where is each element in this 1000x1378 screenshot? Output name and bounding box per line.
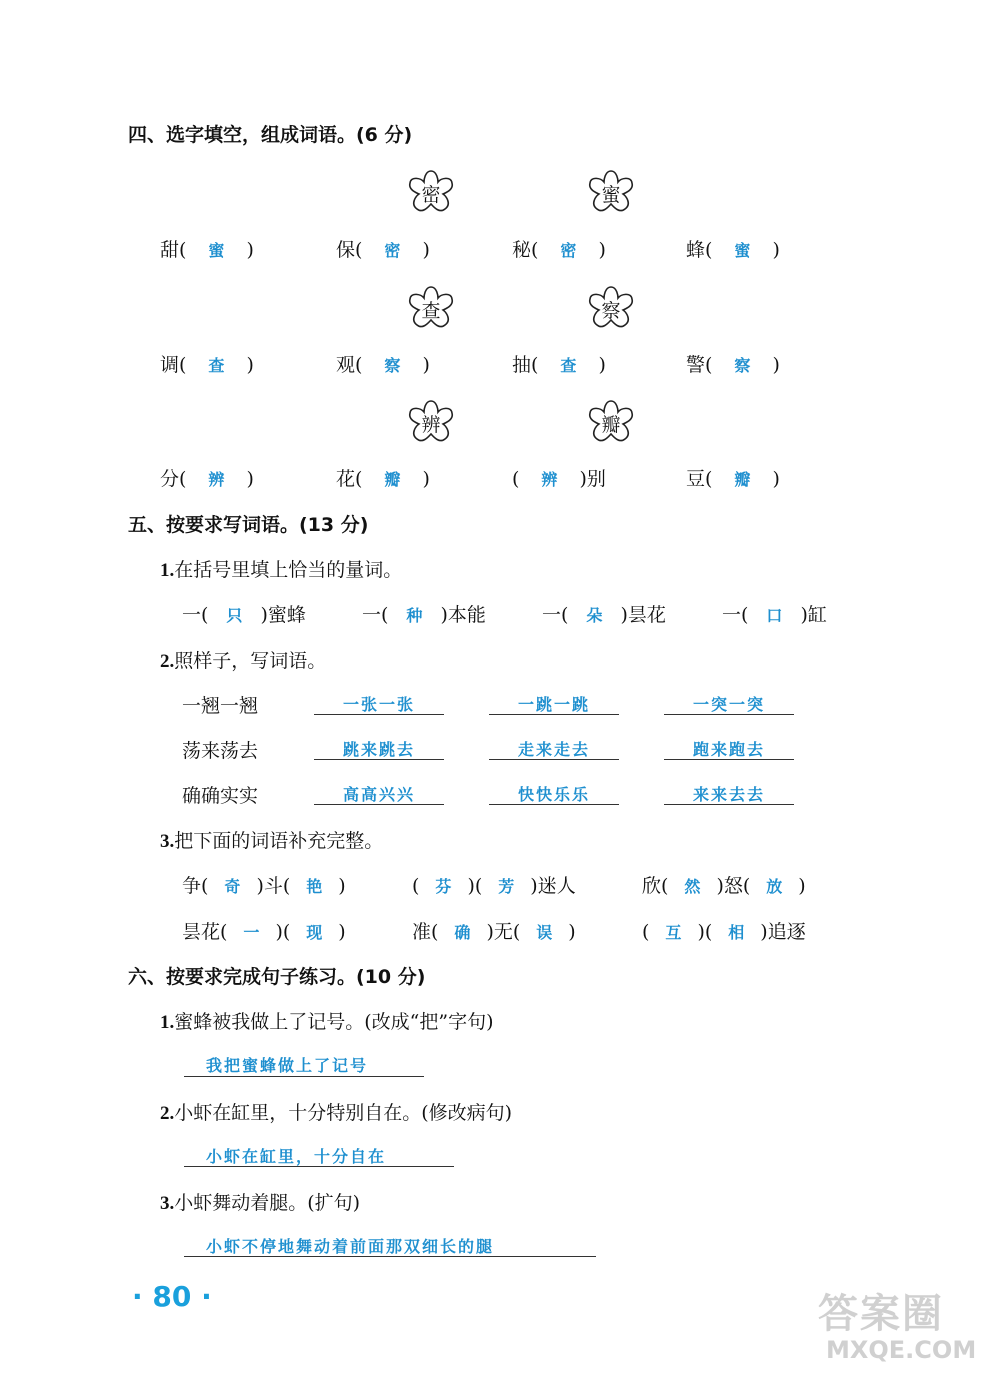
section5-title: 五、按要求写词语。(13 分) (128, 514, 369, 536)
answer-line (314, 714, 444, 715)
page-number: · 80 · (132, 1280, 212, 1313)
flower-char: 查 (421, 300, 441, 322)
fill-item: 观( 察 ) (336, 354, 430, 376)
section6-title: 六、按要求完成句子练习。(10 分) (128, 966, 426, 988)
fill-item: 豆( 瓣 ) (686, 468, 780, 490)
fill-item: 调( 查 ) (160, 354, 254, 376)
flower-badge (406, 284, 456, 334)
fill-item: 抽( 查 ) (512, 354, 606, 376)
watermark-logo: 答案圈 (818, 1291, 944, 1337)
fill-item: 花( 瓣 ) (336, 468, 430, 490)
measure-word-item: 一( 口 )缸 (722, 604, 827, 626)
answer-line (314, 804, 444, 805)
flower-char: 密 (421, 184, 441, 206)
question-1: 1.在括号里填上恰当的量词。 (160, 559, 403, 581)
question-2: 2.照样子，写词语。 (160, 650, 327, 672)
answer-line (664, 804, 794, 805)
flower-char: 蜜 (601, 184, 621, 206)
flower-char: 辨 (421, 414, 441, 436)
idiom-item: 欣( 然 )怒( 放 ) (642, 875, 806, 897)
idiom-item: ( 互 )( 相 )追逐 (642, 921, 806, 943)
sentence-answer: 小虾不停地舞动着前面那双细长的腿 (206, 1237, 495, 1256)
answer-word: 一跳一跳 (517, 695, 590, 714)
answer-word: 一突一突 (692, 695, 765, 714)
flower-badge (406, 398, 456, 448)
flower-badge (406, 168, 456, 218)
idiom-item: 准( 确 )无( 误 ) (412, 921, 576, 943)
answer-line (184, 1256, 596, 1257)
example-word: 荡来荡去 (182, 740, 259, 762)
flower-char: 瓣 (601, 414, 621, 436)
measure-word-item: 一( 种 )本能 (362, 604, 486, 626)
flower-badge (586, 284, 636, 334)
measure-word-item: 一( 朵 )昙花 (542, 604, 666, 626)
fill-item: ( 辨 )别 (512, 468, 606, 490)
section4-title: 四、选字填空，组成词语。(6 分) (128, 124, 413, 146)
answer-word: 快快乐乐 (517, 785, 590, 804)
idiom-item: 昙花( 一 )( 现 ) (182, 921, 346, 943)
answer-word: 一张一张 (342, 695, 415, 714)
measure-word-item: 一( 只 )蜜蜂 (182, 604, 306, 626)
flower-badge (586, 168, 636, 218)
answer-line (184, 1166, 454, 1167)
sentence-answer: 我把蜜蜂做上了记号 (206, 1056, 369, 1075)
answer-word: 走来走去 (517, 740, 590, 759)
example-word: 一翘一翘 (182, 695, 259, 717)
answer-line (489, 759, 619, 760)
idiom-item: 争( 奇 )斗( 艳 ) (182, 875, 346, 897)
answer-word: 跑来跑去 (692, 740, 765, 759)
answer-word: 跳来跳去 (342, 740, 415, 759)
answer-line (489, 714, 619, 715)
sentence-question-1: 1.蜜蜂被我做上了记号。(改成“把”字句) (160, 1011, 494, 1033)
fill-item: 甜( 蜜 ) (160, 239, 254, 261)
flower-badge (586, 398, 636, 448)
fill-item: 警( 察 ) (686, 354, 780, 376)
flower-char: 察 (601, 300, 621, 322)
answer-line (664, 714, 794, 715)
fill-item: 分( 辨 ) (160, 468, 254, 490)
answer-word: 高高兴兴 (342, 785, 415, 804)
watermark-url: MXQE.COM (826, 1336, 977, 1364)
sentence-question-2: 2.小虾在缸里，十分特别自在。(修改病句) (160, 1102, 513, 1124)
answer-word: 来来去去 (692, 785, 765, 804)
fill-item: 蜂( 蜜 ) (686, 239, 780, 261)
sentence-answer: 小虾在缸里，十分自在 (206, 1147, 387, 1166)
fill-item: 保( 密 ) (336, 239, 430, 261)
fill-item: 秘( 密 ) (512, 239, 606, 261)
answer-line (489, 804, 619, 805)
answer-line (664, 759, 794, 760)
idiom-item: ( 芬 )( 芳 )迷人 (412, 875, 576, 897)
answer-line (184, 1076, 424, 1077)
example-word: 确确实实 (182, 785, 259, 807)
answer-line (314, 759, 444, 760)
question-3: 3.把下面的词语补充完整。 (160, 830, 384, 852)
sentence-question-3: 3.小虾舞动着腿。(扩句) (160, 1192, 361, 1214)
